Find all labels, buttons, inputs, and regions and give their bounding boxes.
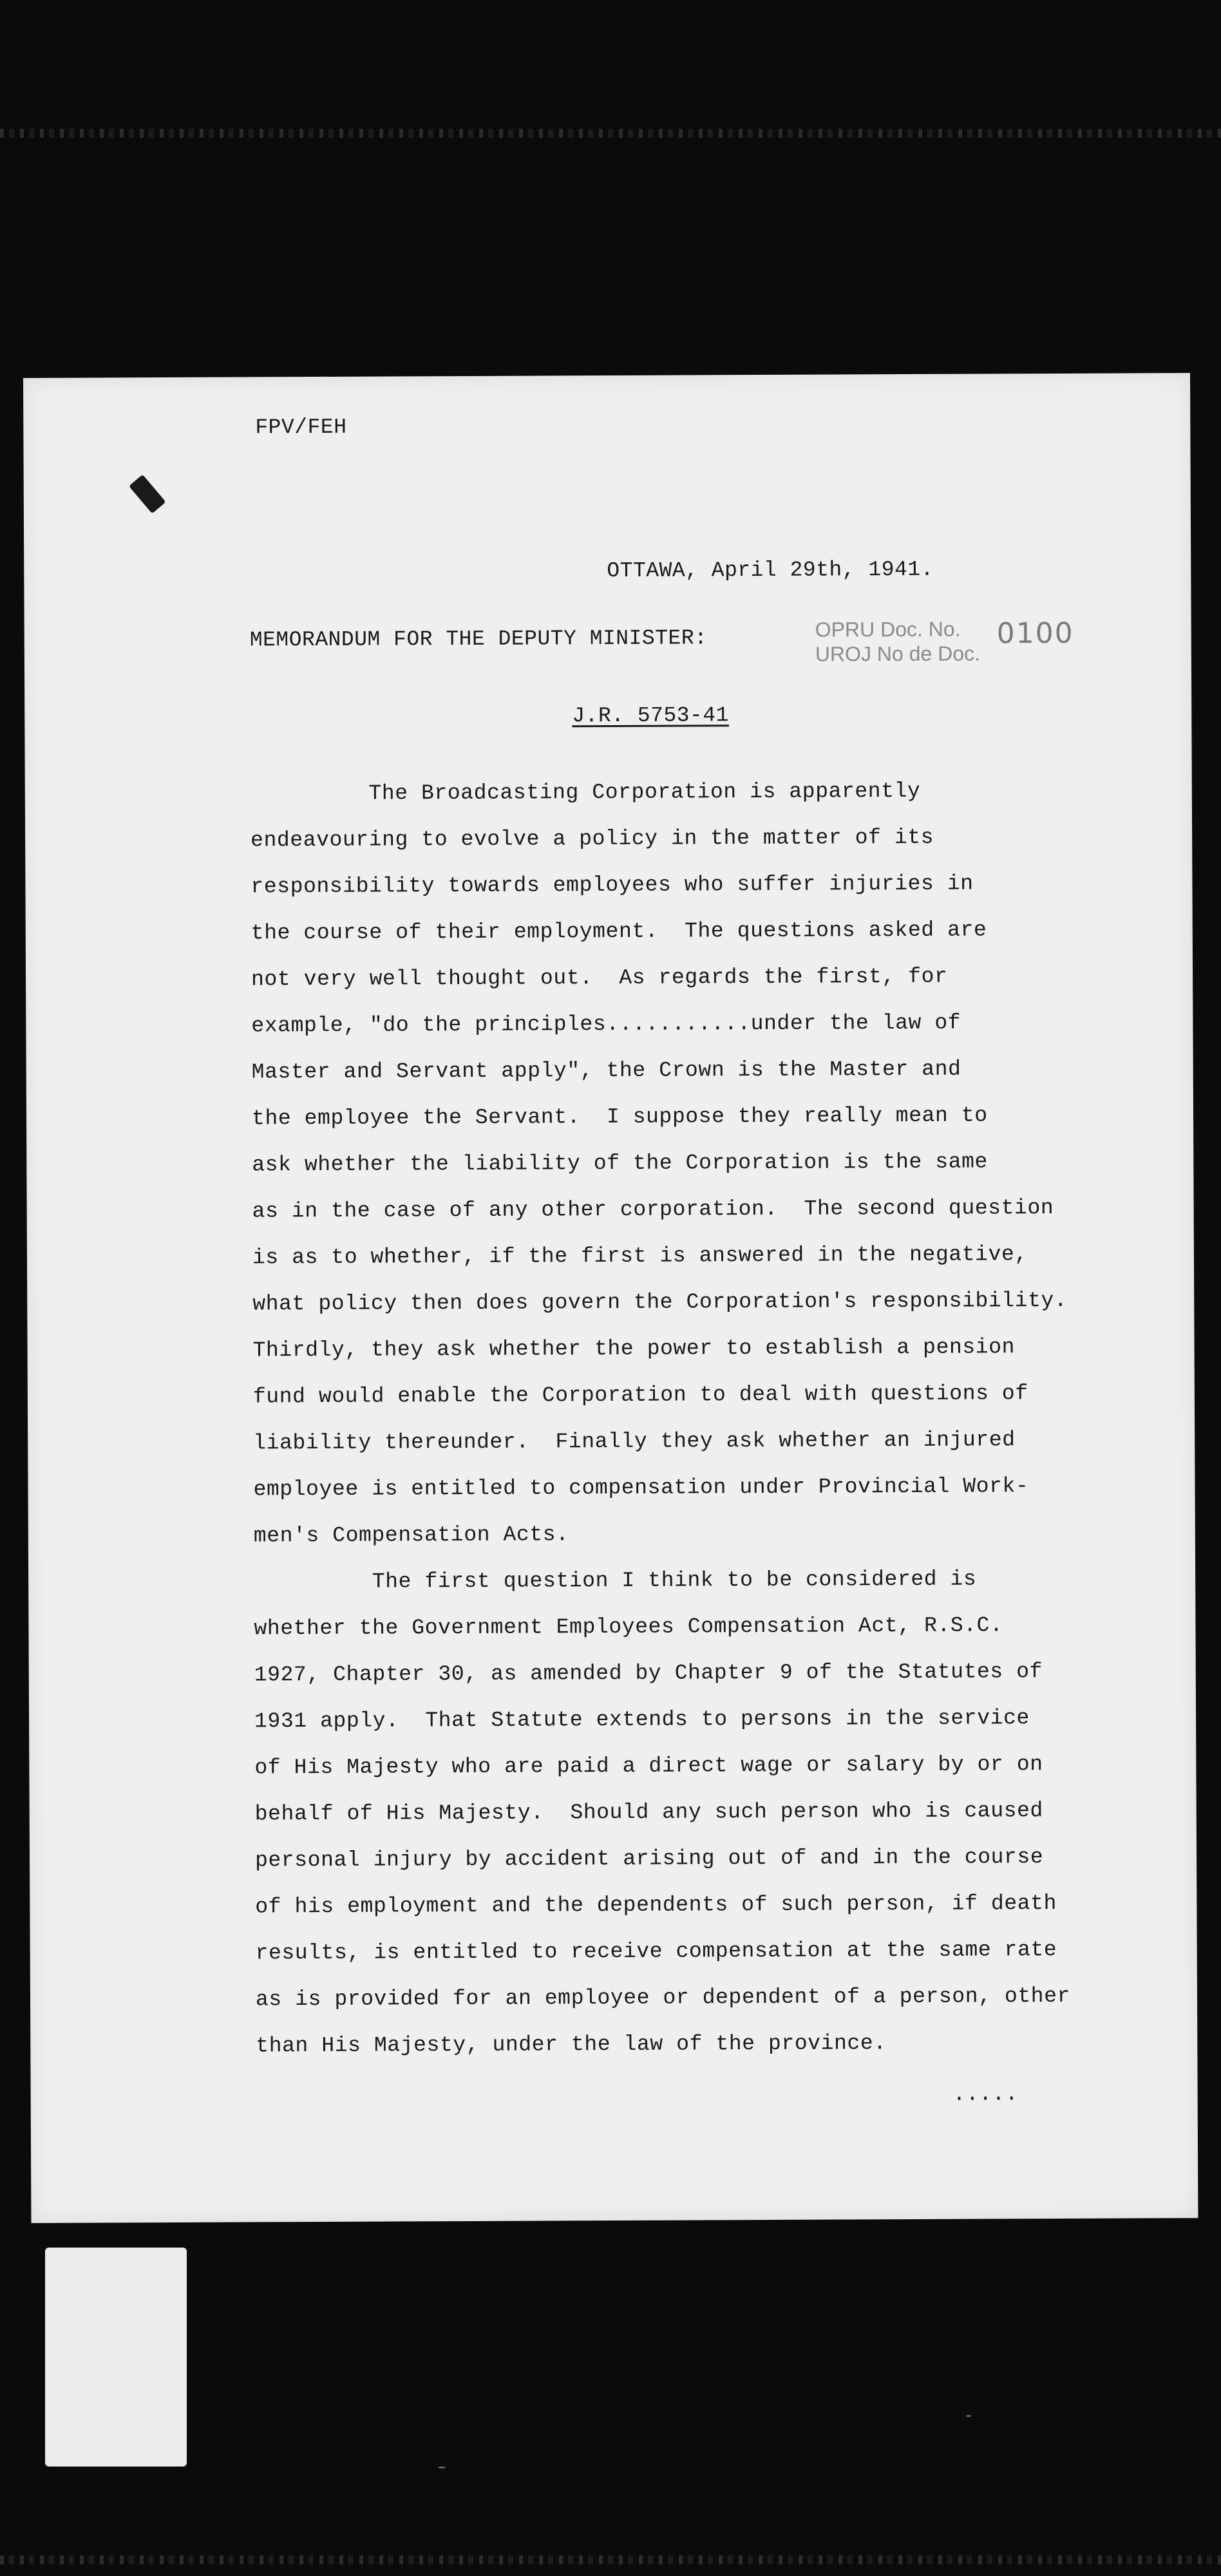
body-line: than His Majesty, under the law of the province. bbox=[256, 2031, 887, 2058]
body-line: Master and Servant apply", the Crown is the Master and bbox=[251, 1057, 961, 1084]
body-line: responsibility towards employees who suffer injuries in bbox=[251, 871, 974, 899]
body-line: personal injury by accident arising out of and in the course bbox=[254, 1845, 1044, 1873]
body-line: as in the case of any other corporation. The second question bbox=[252, 1196, 1054, 1224]
body-line: whether the Government Employees Compensation Act, R.S.C. bbox=[254, 1613, 1003, 1641]
memo-heading: MEMORANDUM FOR THE DEPUTY MINISTER: bbox=[249, 626, 708, 652]
body-line: example, "do the principles...........under the law of bbox=[251, 1010, 961, 1038]
stamp-line-1: OPRU Doc. No. bbox=[815, 617, 961, 641]
film-edge-bottom bbox=[0, 2555, 1221, 2564]
film-speck bbox=[438, 2467, 446, 2468]
body-line: of His Majesty who are paid a direct wage or salary by or on bbox=[254, 1752, 1043, 1780]
body-line: is as to whether, if the first is answered in the negative, bbox=[252, 1242, 1028, 1270]
film-speck bbox=[966, 2415, 971, 2417]
body-line: fund would enable the Corporation to deal with questions of bbox=[252, 1381, 1028, 1409]
stamp-number: 0100 bbox=[996, 616, 1074, 650]
document-stamp bbox=[815, 617, 980, 667]
body-line: men's Compensation Acts. bbox=[253, 1522, 569, 1548]
body-line: liability thereunder. Finally they ask whether an injured bbox=[253, 1428, 1016, 1455]
body-line: of his employment and the dependents of such person, if death bbox=[255, 1891, 1057, 1919]
body-line: what policy then does govern the Corporation's responsibility. bbox=[252, 1288, 1068, 1316]
body-line: 1927, Chapter 30, as amended by Chapter 9 of the Statutes of bbox=[254, 1660, 1043, 1687]
stamp-line-2: UROJ No de Doc. bbox=[815, 641, 981, 666]
body-line: results, is entitled to receive compensation at the same rate bbox=[255, 1938, 1057, 1965]
reference-initials: FPV/FEH bbox=[255, 415, 347, 440]
body-line: The first question I think to be considered is bbox=[254, 1567, 977, 1595]
memo-page bbox=[23, 373, 1198, 2223]
ink-mark bbox=[129, 475, 166, 514]
body-line: The Broadcasting Corporation is apparently bbox=[250, 779, 921, 806]
body-line: ask whether the liability of the Corporation is the same bbox=[252, 1150, 988, 1177]
body-line: the course of their employment. The questions asked are bbox=[251, 918, 987, 945]
dateline: OTTAWA, April 29th, 1941. bbox=[607, 557, 934, 583]
body-line: endeavouring to evolve a policy in the matter of its bbox=[251, 825, 934, 853]
file-reference: J.R. 5753-41 bbox=[572, 703, 730, 728]
body-line: 1931 apply. That Statute extends to persons in the service bbox=[254, 1706, 1030, 1734]
memo-body bbox=[251, 768, 1071, 2070]
continuation-mark: ..... bbox=[952, 2082, 1019, 2107]
film-label-tape bbox=[45, 2248, 187, 2467]
body-line: the employee the Servant. I suppose they really mean to bbox=[251, 1103, 988, 1131]
body-line: as is provided for an employee or dependent of a person, other bbox=[255, 1984, 1071, 2012]
body-line: employee is entitled to compensation under Provincial Work- bbox=[253, 1474, 1029, 1502]
body-line: not very well thought out. As regards the first, for bbox=[251, 964, 948, 992]
film-edge-top bbox=[0, 129, 1221, 138]
body-line: behalf of His Majesty. Should any such person who is caused bbox=[254, 1799, 1044, 1826]
body-line: Thirdly, they ask whether the power to establish a pension bbox=[252, 1335, 1016, 1363]
